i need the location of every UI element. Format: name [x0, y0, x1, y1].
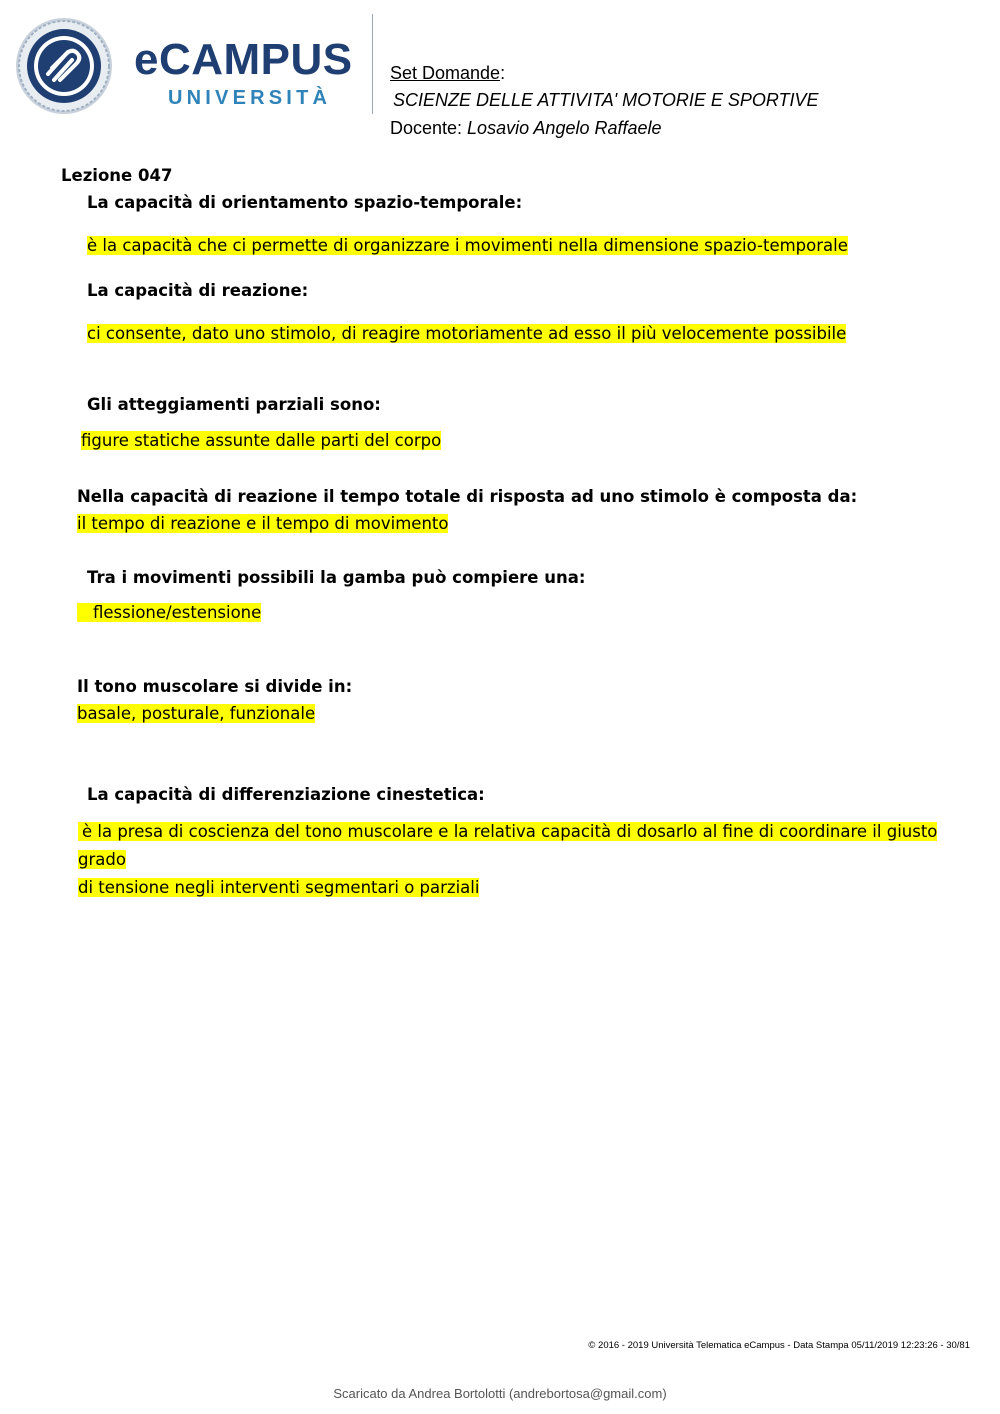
question-6: Il tono muscolare si divide in: [77, 677, 353, 696]
header-divider [372, 14, 373, 114]
docente-name: Losavio Angelo Raffaele [467, 118, 662, 138]
question-5: Tra i movimenti possibili la gamba può compiere una: [87, 568, 586, 587]
question-3: Gli atteggiamenti parziali sono: [87, 395, 381, 414]
answer-7 [78, 818, 978, 902]
docente-line [390, 119, 662, 137]
answer-4 [77, 514, 448, 534]
course-title: SCIENZE DELLE ATTIVITA' MOTORIE E SPORTIVE [393, 90, 819, 110]
print-footer: © 2016 - 2019 Università Telematica eCampus - Data Stampa 05/11/2019 12:23:26 - 30/81 [588, 1340, 970, 1351]
answer-3-text: figure statiche assunte dalle parti del corpo [81, 431, 442, 450]
answer-6 [77, 704, 315, 724]
answer-2-text: ci consente, dato uno stimolo, di reagire motoriamente ad esso il più velocemente possibile [87, 324, 847, 343]
lesson-title: Lezione 047 [61, 166, 173, 185]
question-1: La capacità di orientamento spazio-temporale: [87, 193, 523, 212]
answer-5-text: flessione/estensione [77, 603, 261, 622]
answer-2 [87, 324, 846, 344]
answer-1-text: è la capacità che ci permette di organizzare i movimenti nella dimensione spazio-temporale [87, 236, 848, 255]
answer-7-line-2: di tensione negli interventi segmentari o parziali [78, 878, 480, 897]
set-domande-line [390, 64, 505, 82]
set-domande-colon: : [500, 63, 506, 83]
answer-5 [77, 603, 261, 623]
question-7: La capacità di differenziazione cinestetica: [87, 785, 485, 804]
answer-6-text: basale, posturale, funzionale [77, 704, 316, 723]
ecampus-seal-logo [14, 16, 114, 116]
answer-3 [81, 431, 441, 451]
question-4: Nella capacità di reazione il tempo totale di risposta ad uno stimolo è composta da: [77, 487, 858, 506]
brand-subtitle: UNIVERSITÀ [168, 87, 332, 109]
answer-1 [87, 236, 848, 256]
download-note: Scaricato da Andrea Bortolotti (andrebortosa@gmail.com) [333, 1386, 667, 1401]
docente-label: Docente: [390, 118, 468, 138]
question-2: La capacità di reazione: [87, 281, 309, 300]
brand-name: eCAMPUS [134, 35, 353, 84]
answer-7-line-1: è la presa di coscienza del tono muscolare e la relativa capacità di dosarlo al fine di coordinare il giusto grado [78, 822, 938, 869]
answer-4-text: il tempo di reazione e il tempo di movimento [77, 514, 449, 533]
set-domande-label: Set Domande [390, 63, 501, 83]
